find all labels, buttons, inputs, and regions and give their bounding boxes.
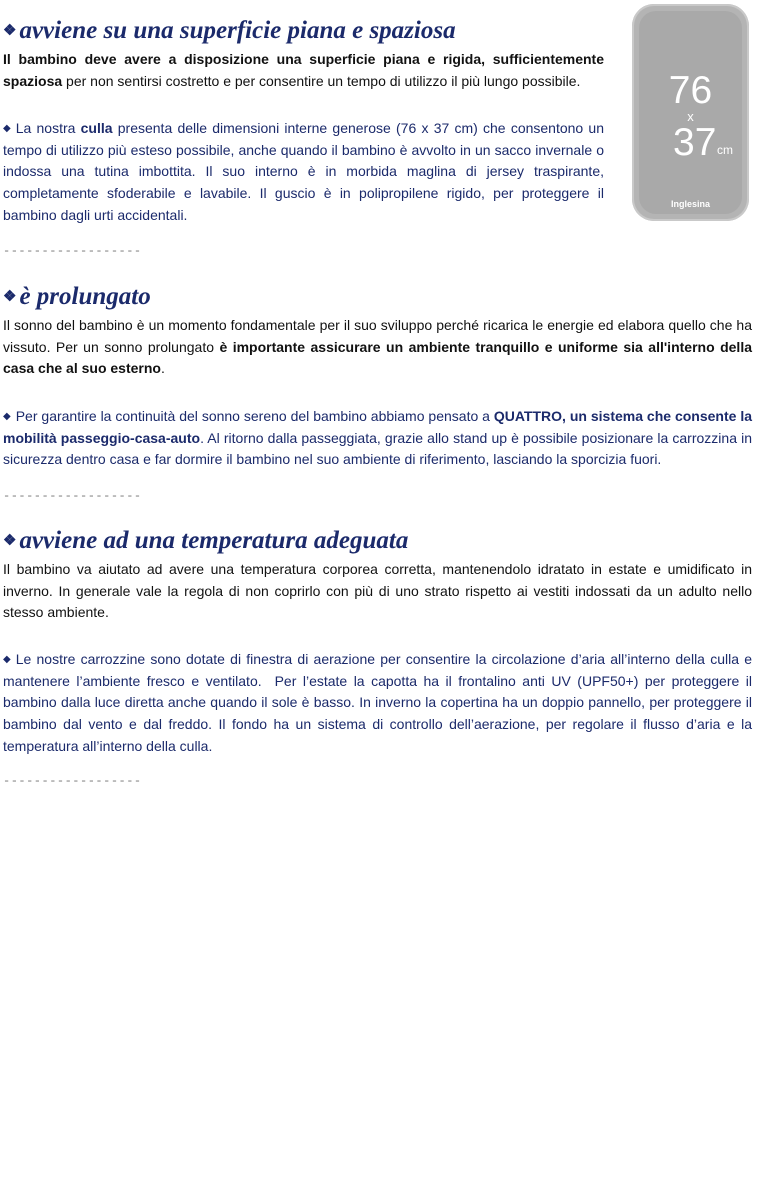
bassinet-separator: x — [687, 109, 694, 124]
section-intro: Il sonno del bambino è un momento fondamentale per il suo sviluppo perché ricarica le energie ed elabora quello che ha vissuto. Per un sonno prolungato è importante assicurare un ambiente tranquillo e uniforme sia all'interno della casa che al suo esterno. — [3, 317, 752, 377]
diamond-bullet-icon: ❖ — [3, 533, 14, 549]
bassinet-unit: cm — [717, 143, 733, 157]
bullet-icon: ◆ — [3, 654, 11, 665]
diamond-bullet-icon: ❖ — [3, 23, 14, 39]
section-divider: ------------------ — [3, 489, 142, 503]
bassinet-width: 37 — [673, 121, 717, 164]
section-detail: ◆ Le nostre carrozzine sono dotate di finestra di aerazione per consentire la circolazione d’aria all’interno della culla e mantenere l’ambiente fresco e ventilato. Per l’estate la capotta ha il frontalino anti UV (UPF50+) per proteggere il bambino dalla luce diretta anche quando il sole è basso. In inverno la copertina ha un doppio pannello, per proteggere il bambino dal vento e dal freddo. Il fondo ha un sistema di controllo dell’aerazione, per regolare il flusso d’aria e la temperatura all’interno della culla. — [3, 651, 752, 754]
section-heading: ❖ avviene su una superficie piana e spaziosa — [3, 15, 456, 47]
section-intro: Il bambino deve avere a disposizione una superficie piana e rigida, sufficientemente spaziosa per non sentirsi costretto e per consentire un tempo di utilizzo il più lungo possibile. — [3, 51, 604, 89]
bassinet-illustration — [632, 4, 749, 221]
bullet-icon: ◆ — [3, 123, 11, 134]
section-intro: Il bambino va aiutato ad avere una temperatura corporea corretta, mantenendolo idratato in estate e umidificato in inverno. In generale vale la regola di non coprirlo con più di uno strato rispetto ai vestiti indossati da un adulto nello stesso ambiente. — [3, 561, 752, 621]
diamond-bullet-icon: ❖ — [3, 289, 14, 305]
section-detail: ◆ La nostra culla presenta delle dimensioni interne generose (76 x 37 cm) che consentono un tempo di utilizzo più esteso possibile, anche quando il bambino è avvolto in un sacco invernale o indossa una tutina imbottita. Il suo interno è in morbida maglina di jersey traspirante, completamente sfoderabile e lavabile. Il guscio è in polipropilene rigido, per proteggere il bambino dagli urti accidentali. — [3, 120, 604, 223]
section-divider: ------------------ — [3, 774, 142, 788]
section-detail: ◆ Per garantire la continuità del sonno sereno del bambino abbiamo pensato a QUATTRO, un sistema che consente la mobilità passeggio-casa-auto. Al ritorno dalla passeggiata, grazie allo stand up è possibile posizionare la carrozzina in sicurezza dentro casa e far dormire il bambino nel suo ambiente di riferimento, lasciando la sporcizia fuori. — [3, 408, 752, 468]
bassinet-inner — [639, 11, 742, 214]
section-heading: ❖ è prolungato — [3, 281, 151, 313]
section-heading: ❖ avviene ad una temperatura adeguata — [3, 525, 408, 557]
bassinet-length: 76 — [668, 69, 713, 112]
brand-logo: Inglesina — [670, 199, 710, 209]
section-divider: ------------------ — [3, 244, 142, 258]
bullet-icon: ◆ — [3, 411, 11, 422]
